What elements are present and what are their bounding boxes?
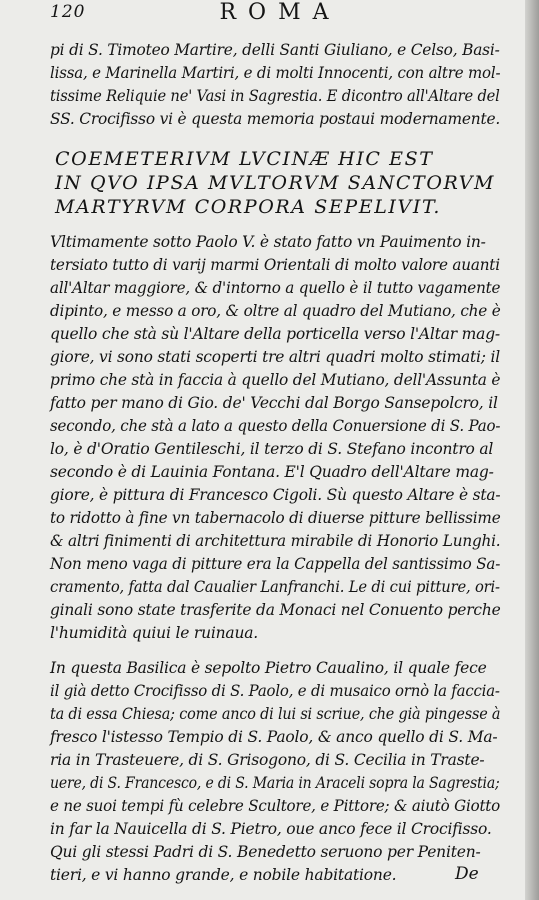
inscription-line: MARTYRVM CORPORA SEPELIVIT. bbox=[55, 196, 442, 218]
inscription-line: COEMETERIVM LVCINÆ HIC EST bbox=[55, 148, 434, 170]
page-header bbox=[50, 2, 490, 32]
text-line: secondo è di Lauinia Fontana. E'l Quadro dell'Altare mag- bbox=[50, 463, 494, 481]
text-line: tersiato tutto di varij marmi Orientali di molto valore auanti bbox=[50, 256, 500, 274]
text-line: Non meno vaga di pitture era la Cappella del santissimo Sa- bbox=[50, 555, 501, 573]
text-line: primo che stà in faccia à quello del Mutiano, dell'Assunta è bbox=[50, 371, 501, 389]
text-line: secondo, che stà a lato a questo della Conuersione di S. Pao- bbox=[50, 417, 501, 435]
text-line: e ne suoi tempi fù celebre Scultore, e Pittore; & aiutò Giotto bbox=[50, 797, 501, 815]
text-line: giore, è pittura di Francesco Cigoli. Sù questo Altare è sta- bbox=[50, 486, 501, 504]
text-line: uere, di S. Francesco, e di S. Maria in Araceli sopra la Sagrestia; bbox=[50, 774, 500, 792]
running-head: ROMA bbox=[219, 0, 341, 25]
text-line: tissime Reliquie ne' Vasi in Sagrestia. E dicontro all'Altare del bbox=[50, 87, 500, 105]
text-line: ginali sono state trasferite da Monaci nel Conuento perche bbox=[50, 601, 501, 619]
text-line: fresco l'istesso Tempio di S. Paolo, & anco quello di S. Ma- bbox=[50, 728, 498, 746]
text-line: l'humidità quiui le ruinaua. bbox=[50, 624, 259, 642]
text-line: Qui gli stessi Padri di S. Benedetto seruono per Peniten- bbox=[50, 843, 481, 861]
text-line: fatto per mano di Gio. de' Vecchi dal Borgo Sansepolcro, il bbox=[50, 394, 498, 412]
text-line: pi di S. Timoteo Martire, delli Santi Giuliano, e Celso, Basi- bbox=[50, 41, 500, 59]
text-line: to ridotto à fine vn tabernacolo di diuerse pitture bellissime bbox=[50, 509, 501, 527]
text-line: Vltimamente sotto Paolo V. è stato fatto vn Pauimento in- bbox=[50, 233, 486, 251]
text-line: In questa Basilica è sepolto Pietro Caualino, il quale fece bbox=[50, 659, 487, 677]
text-line: lo, è d'Oratio Gentileschi, il terzo di S. Stefano incontro al bbox=[50, 440, 494, 458]
text-line: dipinto, e messo a oro, & oltre al quadro del Mutiano, che è bbox=[50, 302, 501, 320]
page-number: 120 bbox=[50, 2, 86, 22]
page-gutter-shadow bbox=[525, 0, 539, 900]
text-line: in far la Nauicella di S. Pietro, oue anco fece il Crocifisso. bbox=[50, 820, 492, 838]
inscription-line: IN QVO IPSA MVLTORVM SANCTORVM bbox=[55, 172, 496, 194]
text-line: all'Altar maggiore, & d'intorno a quello è il tutto vagamente bbox=[50, 279, 501, 297]
text-line: quello che stà sù l'Altare della porticella verso l'Altar mag- bbox=[50, 325, 500, 343]
text-line: il già detto Crocifisso di S. Paolo, e di musaico ornò la faccia- bbox=[50, 682, 500, 700]
text-line: tieri, e vi hanno grande, e nobile habitatione. bbox=[50, 866, 397, 884]
catchword: De bbox=[455, 864, 479, 884]
text-line: ta di essa Chiesa; come anco di lui si scriue, che già pingesse à bbox=[50, 705, 501, 723]
text-line: & altri finimenti di architettura mirabile di Honorio Lunghi. bbox=[50, 532, 501, 550]
text-line: SS. Crocifisso vi è questa memoria postaui modernamente. bbox=[50, 110, 501, 128]
text-line: giore, vi sono stati scoperti tre altri quadri molto stimati; il bbox=[50, 348, 500, 366]
text-line: lissa, e Marinella Martiri, e di molti Innocenti, con altre mol- bbox=[50, 64, 501, 82]
text-line: cramento, fatta dal Caualier Lanfranchi. Le di cui pitture, ori- bbox=[50, 578, 500, 596]
text-line: ria in Trasteuere, di S. Grisogono, di S. Cecilia in Traste- bbox=[50, 751, 485, 769]
